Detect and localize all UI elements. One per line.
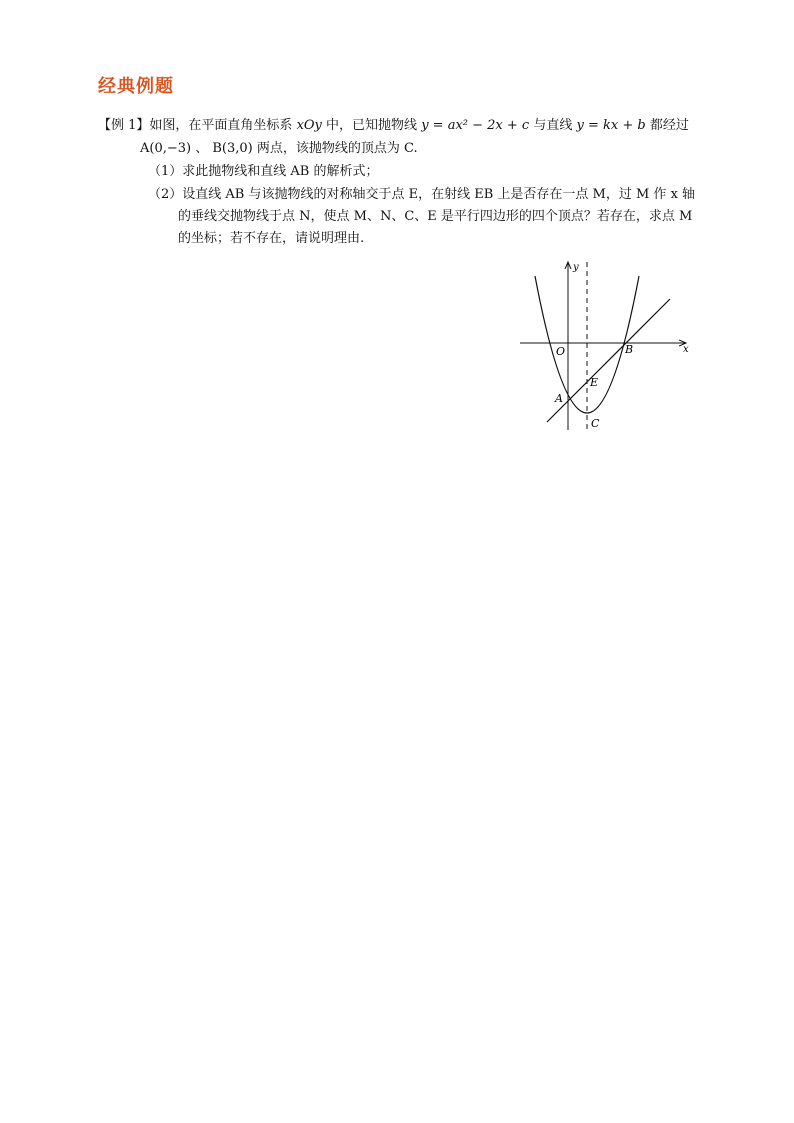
parabola-figure xyxy=(512,255,696,435)
question-2-line1 xyxy=(148,186,695,204)
point-b-label: B xyxy=(625,343,634,356)
y-axis-label: y xyxy=(573,262,579,273)
line-ab xyxy=(547,299,670,422)
section-title: 经典例题 xyxy=(98,76,174,97)
stem-text-b: 中，已知抛物线 xyxy=(326,118,418,133)
stem-text-a: 如图，在平面直角坐标系 xyxy=(149,118,293,133)
question-2-line2: 的垂线交抛物线于点 N，使点 M、N、C、E 是平行四边形的四个顶点？若存在，求点 M xyxy=(178,209,693,224)
problem-stem-line1 xyxy=(98,117,689,135)
line-equation: y = kx + b xyxy=(576,118,646,133)
problem-tag: 【例 1】 xyxy=(98,118,150,133)
question-1-text: 求此抛物线和直线 AB 的解析式； xyxy=(182,164,379,179)
stem-text-c: 与直线 xyxy=(533,118,573,133)
point-c-label: C xyxy=(591,417,600,430)
question-1-number: （1） xyxy=(148,164,183,179)
stem-text-d: 都经过 xyxy=(649,118,689,133)
point-a-label: A xyxy=(555,392,563,405)
parabola-equation: y = ax² − 2x + c xyxy=(421,118,530,133)
coord-system: xOy xyxy=(296,118,322,133)
question-1 xyxy=(148,163,379,181)
question-2-number: （2） xyxy=(148,187,183,202)
question-2-line3: 的坐标；若不存在，请说明理由. xyxy=(178,231,365,246)
problem-stem-line2: A(0,−3) 、 B(3,0) 两点，该抛物线的顶点为 C. xyxy=(140,141,418,156)
origin-label: O xyxy=(556,345,566,358)
question-2-text-1: 设直线 AB 与该抛物线的对称轴交于点 E，在射线 EB 上是否存在一点 M，过 M 作 x 轴 xyxy=(182,187,696,202)
point-e-label: E xyxy=(590,376,599,389)
x-axis-label: x xyxy=(683,344,689,355)
